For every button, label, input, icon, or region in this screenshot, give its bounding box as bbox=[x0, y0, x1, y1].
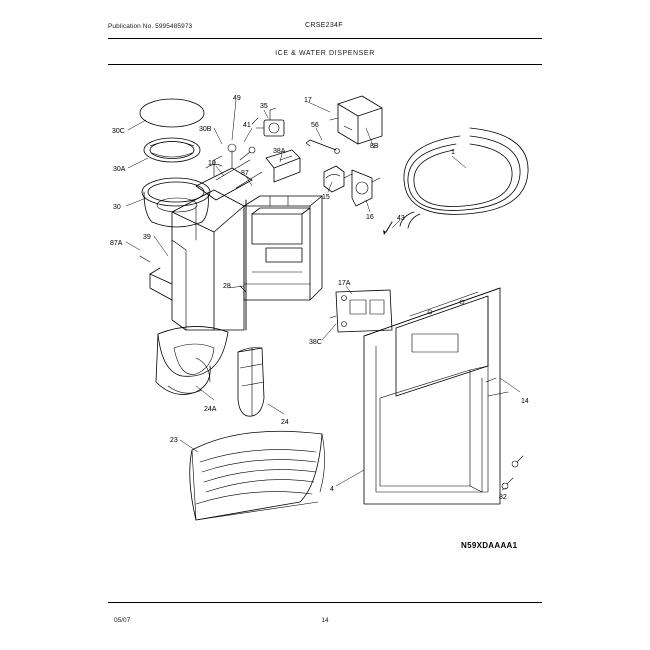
part-15-solenoid bbox=[324, 166, 344, 192]
callout-30C: 30C bbox=[112, 128, 125, 135]
part-dispenser-housing bbox=[244, 206, 310, 300]
callout-24: 24 bbox=[281, 419, 289, 426]
callout-39: 39 bbox=[143, 234, 151, 241]
part-56-rod bbox=[310, 140, 336, 150]
callout-15: 15 bbox=[322, 194, 330, 201]
part-dispenser-recess bbox=[252, 214, 302, 244]
part-ice-container-body bbox=[172, 190, 244, 330]
diagram-code: N59XDAAAA1 bbox=[461, 541, 518, 550]
model-number: CRSE234F bbox=[305, 22, 343, 29]
publication-number: Publication No. 5995485973 bbox=[108, 23, 193, 30]
callout-30B: 30B bbox=[199, 126, 212, 133]
callout-82: 82 bbox=[499, 494, 507, 501]
part-39-bracket bbox=[150, 274, 172, 300]
part-43-screw bbox=[386, 222, 392, 232]
part-4-door-panel bbox=[364, 288, 500, 504]
callout-14: 14 bbox=[521, 398, 529, 405]
callout-24A: 24A bbox=[204, 406, 217, 413]
callout-17: 17 bbox=[304, 97, 312, 104]
footer-divider bbox=[108, 602, 542, 603]
part-24-nozzle bbox=[238, 348, 264, 416]
callout-23: 23 bbox=[170, 437, 178, 444]
callout-28: 28 bbox=[223, 283, 231, 290]
callout-41: 41 bbox=[243, 122, 251, 129]
callout-38A: 38A bbox=[273, 148, 286, 155]
callout-10: 10 bbox=[208, 160, 216, 167]
part-14-control-panel bbox=[396, 296, 488, 396]
callout-49: 49 bbox=[233, 95, 241, 102]
callout-17A: 17A bbox=[338, 280, 351, 287]
callout-38C: 38C bbox=[309, 339, 322, 346]
part-8B-box bbox=[338, 96, 382, 144]
part-30C-ring bbox=[140, 99, 204, 127]
part-24A-chute bbox=[158, 326, 228, 376]
callout-87A: 87A bbox=[110, 240, 123, 247]
part-1-tubing-outer bbox=[404, 128, 528, 214]
footer-date: 05/07 bbox=[114, 617, 131, 624]
part-16-valve bbox=[352, 170, 372, 206]
part-17A-switch-plate bbox=[336, 290, 392, 332]
section-title: ICE & WATER DISPENSER bbox=[275, 50, 375, 57]
part-23-drip-tray bbox=[190, 431, 322, 520]
callout-1: 1 bbox=[451, 149, 455, 156]
callout-30: 30 bbox=[113, 204, 121, 211]
part-35-motor bbox=[264, 120, 284, 136]
callout-16: 16 bbox=[366, 214, 374, 221]
callout-87: 87 bbox=[241, 170, 249, 177]
callout-4: 4 bbox=[330, 486, 334, 493]
callout-43: 43 bbox=[397, 215, 405, 222]
footer-page-number: 14 bbox=[321, 617, 329, 624]
callout-8B: 8B bbox=[370, 143, 379, 150]
callout-56: 56 bbox=[311, 122, 319, 129]
callout-30A: 30A bbox=[113, 166, 126, 173]
callout-35: 35 bbox=[260, 103, 268, 110]
